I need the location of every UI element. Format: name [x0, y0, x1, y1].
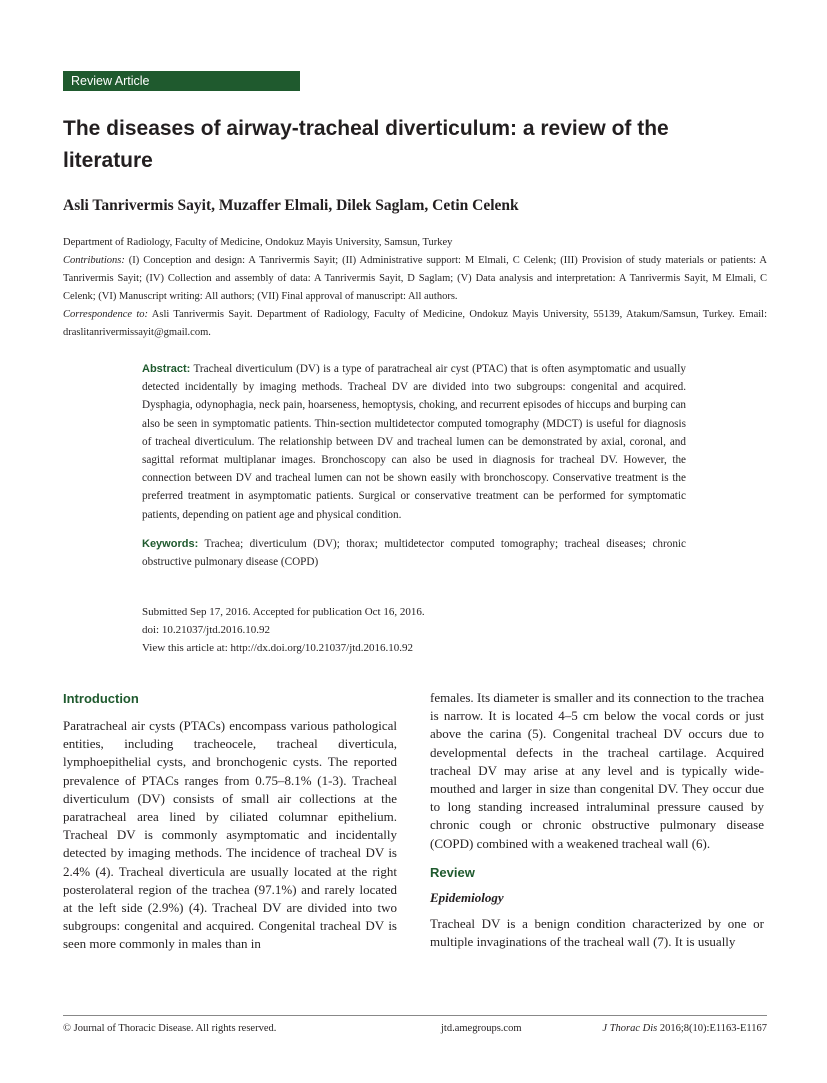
footer-citation-text: 2016;8(10):E1163-E1167: [659, 1023, 767, 1034]
introduction-text-continued: females. Its diameter is smaller and its connection to the trachea is narrow. It is located 4–5 cm below the vocal cords or just above the carina (5). Congenital tracheal DV occurs due to developmental defects in the tracheal cartilage. Acquired tracheal DV may arise at any level and is typically wide-mouthed and larger in size than congenital DV. They occur due to long standing increased intraluminal pressure caused by chronic cough or chronic obstructive pulmonary disease (COPD) combined with a weakened tracheal wall (6).: [430, 690, 764, 851]
doi[interactable]: doi: 10.21037/jtd.2016.10.92: [142, 624, 271, 636]
footer-copyright: © Journal of Thoracic Disease. All rights reserved.: [63, 1023, 277, 1034]
abstract-text: Tracheal diverticulum (DV) is a type of paratracheal air cyst (PTAC) that is often asymptomatic and usually detected incidentally by imaging methods. Tracheal DV are divided into two subgroups: congenital and acquired. Dysphagia, odynophagia, neck pain, hoarseness, hemoptysis, choking, and recurrent episodes of hiccups and burping can also be seen in symptomatic patients. Thin-section multidetector computed tomography (MDCT) is useful for diagnosis of tracheal diverticulum. The relationship between DV and tracheal lumen can be demonstrated by axial, coronal, and sagittal reformat multiplanar images. Bronchoscopy can also be used in diagnosis for tracheal DV. However, the connection between DV and tracheal lumen can not be shown easily with bronchoscopy. Conservative treatment is the preferred treatment in asymptomatic patients. Surgical or conservative treatment can be performed for symptomatic patients, depending on patient age and physical condition.: [142, 363, 686, 521]
footer-citation: [602, 1022, 767, 1036]
author-list: Asli Tanrivermis Sayit, Muzaffer Elmali, Dilek Saglam, Cetin Celenk: [63, 197, 519, 214]
epidemiology-heading: Epidemiology: [430, 889, 504, 905]
introduction-text: Paratracheal air cysts (PTACs) encompass various pathological entities, including tracheocele, tracheal diverticula, lymphoepithelial cysts, and bronchogenic cysts. The reported prevalence of PTACs ranges from 0.75–8.1% (1-3). Tracheal diverticulum (DV) consists of small air collections at the paratracheal area lined by ciliated columnar epithelium. Tracheal DV is commonly asymptomatic and incidentally detected by imaging methods. The incidence of tracheal DV is 2.4% (4). Tracheal diverticula are usually located at the right posterolateral region of the trachea (97.1%) and rarely located at the left side (2.9%) (4). Tracheal DV are divided into two subgroups: congenital and acquired. Congenital tracheal DV is seen more commonly in males than in: [63, 718, 397, 952]
right-column: [430, 689, 764, 951]
correspondence-label: Correspondence to:: [63, 309, 149, 320]
submitted-date: Submitted Sep 17, 2016. Accepted for publication Oct 16, 2016.: [142, 606, 425, 618]
footer-journal-name: J Thorac Dis: [602, 1023, 658, 1034]
epidemiology-text: Tracheal DV is a benign condition characterized by one or multiple invaginations of the tracheal wall (7). It is usually: [430, 915, 764, 950]
correspondence: [63, 306, 767, 342]
page-title: The diseases of airway-tracheal diverticulum: a review of the literature: [63, 117, 669, 172]
contributions: [63, 252, 767, 306]
affiliation: Department of Radiology, Faculty of Medicine, Ondokuz Mayis University, Samsun, Turkey: [63, 237, 453, 248]
affiliation-block: [63, 234, 767, 342]
abstract-block: [142, 360, 686, 571]
contributions-label: Contributions:: [63, 255, 125, 266]
keywords: [142, 535, 686, 571]
review-heading: Review: [430, 864, 475, 880]
abstract: [142, 360, 686, 524]
keywords-text: Trachea; diverticulum (DV); thorax; multidetector computed tomography; tracheal diseases; chronic obstructive pulmonary disease (COPD): [142, 537, 686, 569]
footer-divider: [63, 1015, 767, 1016]
submission-info: [142, 603, 425, 657]
contributions-text: (I) Conception and design: A Tanrivermis Sayit; (II) Administrative support: M Elmali, C Celenk; (III) Provision of study materials or patients: A Tanrivermis Sayit; (IV) Collection and assembly of data: A Tanrivermis Sayit, D Saglam; (V) Data analysis and interpretation: A Tanrivermis Sayit, M Elmali, C Celenk; (VI) Manuscript writing: All authors; (VII) Final approval of manuscript: All authors.: [63, 255, 767, 302]
correspondence-text: Asli Tanrivermis Sayit. Department of Radiology, Faculty of Medicine, Ondokuz Mayis University, 55139, Atakum/Samsun, Turkey. Email: draslitanrivermissayit@gmail.com.: [63, 309, 767, 338]
introduction-heading: Introduction: [63, 691, 139, 706]
left-column: [63, 689, 397, 954]
footer-website[interactable]: jtd.amegroups.com: [441, 1023, 522, 1034]
abstract-label: Abstract:: [142, 363, 191, 375]
article-link[interactable]: View this article at: http://dx.doi.org/10.21037/jtd.2016.10.92: [142, 642, 414, 654]
article-type-badge: Review Article: [63, 71, 300, 91]
keywords-label: Keywords:: [142, 537, 199, 550]
